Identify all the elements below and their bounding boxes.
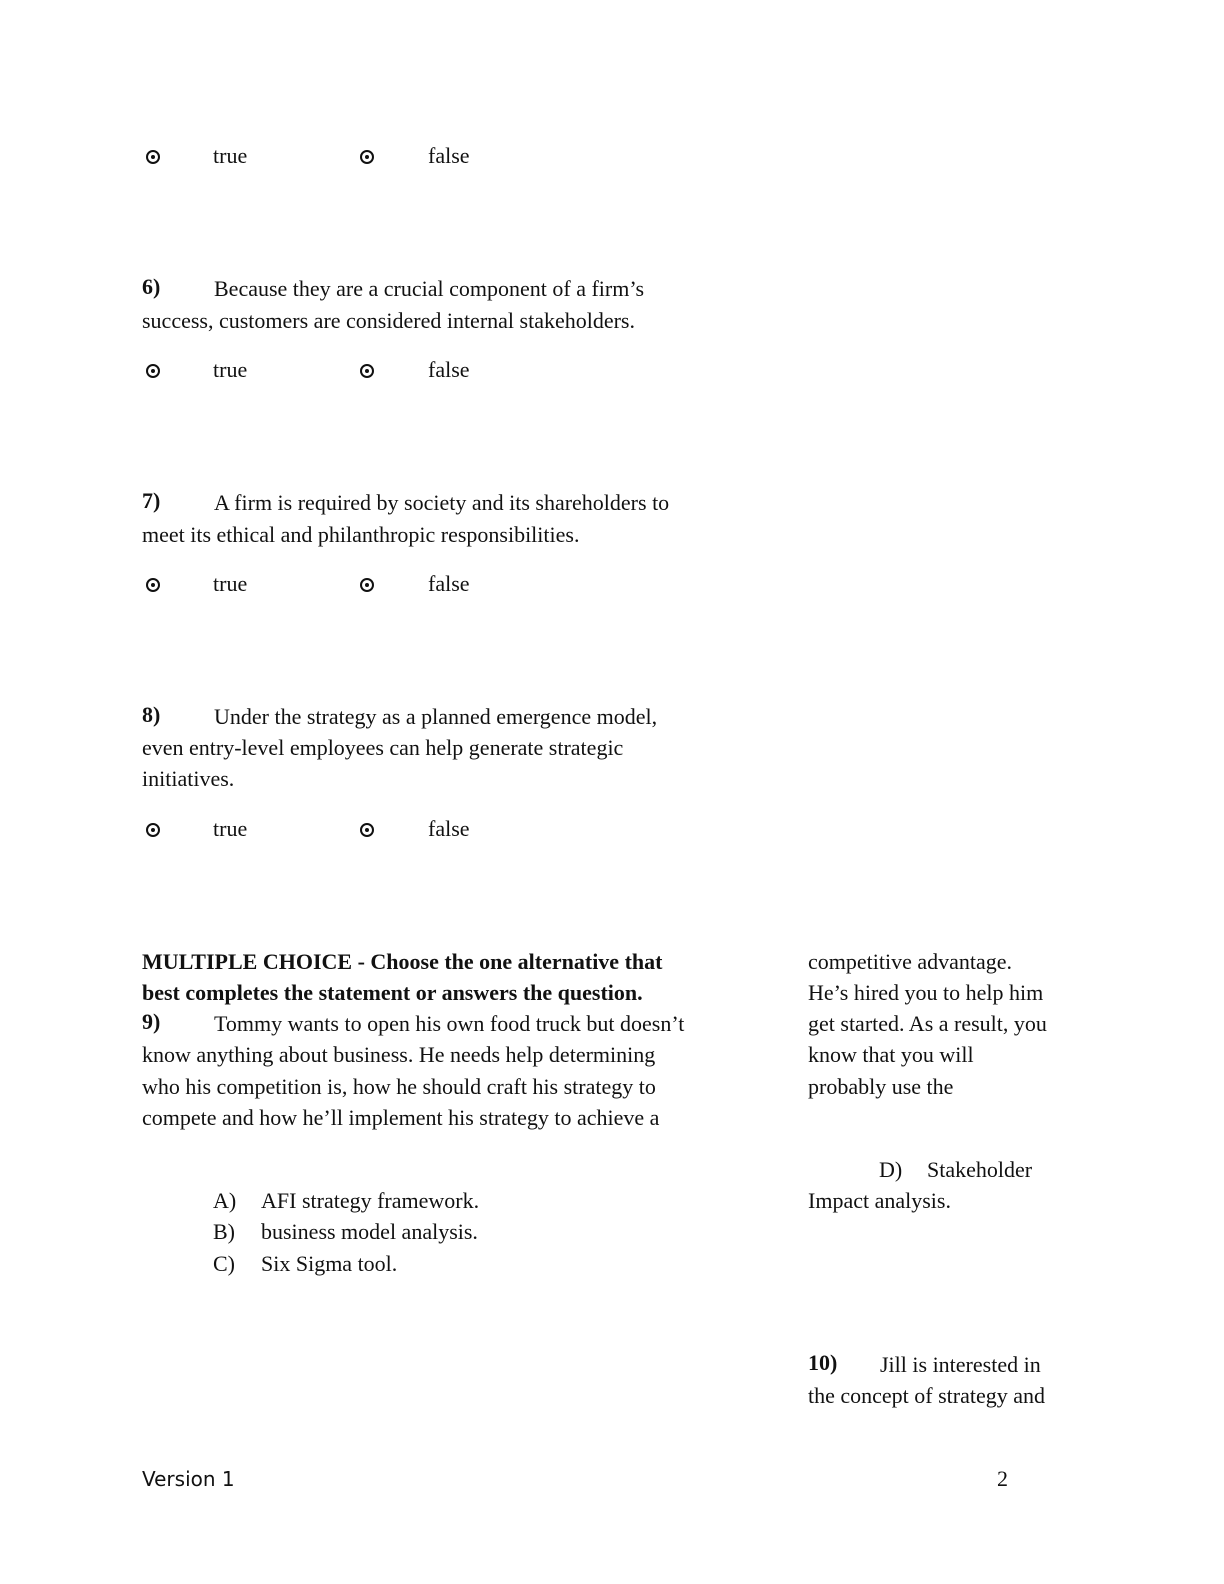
choice-text: Stakeholder — [927, 1157, 1033, 1182]
q7-true-radio[interactable] — [146, 578, 160, 592]
question-number: 6) — [142, 274, 161, 299]
footer-version: Version 1 — [142, 1467, 235, 1491]
q5-false-label: false — [428, 143, 470, 168]
question-number: 8) — [142, 702, 161, 727]
choice-text: AFI strategy framework. — [261, 1188, 480, 1213]
question-text-line: know anything about business. He needs help determining — [142, 1042, 656, 1067]
question-text-line: compete and how he’ll implement his strategy to achieve a — [142, 1105, 660, 1130]
q6-false-label: false — [428, 357, 470, 382]
question-text-line: competitive advantage. — [808, 949, 1013, 974]
question-number: 9) — [142, 1009, 161, 1034]
question-text-line: Because they are a crucial component of a firm’s — [214, 276, 645, 301]
choice-text: Impact analysis. — [808, 1188, 951, 1213]
question-number: 7) — [142, 488, 161, 513]
question-number: 10) — [808, 1350, 838, 1375]
question-text-line: get started. As a result, you — [808, 1011, 1047, 1036]
question-text-line: success, customers are considered internal stakeholders. — [142, 308, 635, 333]
section-heading: MULTIPLE CHOICE - Choose the one alternative that — [142, 949, 663, 974]
question-text-line: initiatives. — [142, 766, 235, 791]
question-text-line: the concept of strategy and — [808, 1383, 1046, 1408]
choice-letter: A) — [213, 1188, 237, 1213]
question-text-line: meet its ethical and philanthropic responsibilities. — [142, 522, 580, 547]
q5-true-radio[interactable] — [146, 150, 160, 164]
page-number: 2 — [997, 1466, 1008, 1491]
q8-true-radio[interactable] — [146, 823, 160, 837]
q7-true-label: true — [213, 571, 248, 596]
q8-false-label: false — [428, 816, 470, 841]
q5-true-label: true — [213, 143, 248, 168]
question-text-line: Under the strategy as a planned emergence model, — [214, 704, 658, 729]
choice-text: business model analysis. — [261, 1219, 478, 1244]
question-text-line: even entry-level employees can help generate strategic — [142, 735, 624, 760]
q6-true-label: true — [213, 357, 248, 382]
q6-false-radio[interactable] — [360, 364, 374, 378]
question-text-line: Jill is interested in — [880, 1352, 1041, 1377]
q8-true-label: true — [213, 816, 248, 841]
choice-letter: C) — [213, 1251, 235, 1276]
section-heading: best completes the statement or answers the question. — [142, 980, 643, 1005]
choice-letter: D) — [879, 1157, 903, 1182]
q6-true-radio[interactable] — [146, 364, 160, 378]
question-text-line: A firm is required by society and its shareholders to — [214, 490, 670, 515]
q5-false-radio[interactable] — [360, 150, 374, 164]
q7-false-label: false — [428, 571, 470, 596]
q7-false-radio[interactable] — [360, 578, 374, 592]
question-text-line: probably use the — [808, 1074, 954, 1099]
question-text-line: Tommy wants to open his own food truck but doesn’t — [214, 1011, 685, 1036]
question-text-line: who his competition is, how he should craft his strategy to — [142, 1074, 656, 1099]
choice-letter: B) — [213, 1219, 235, 1244]
question-text-line: know that you will — [808, 1042, 974, 1067]
question-text-line: He’s hired you to help him — [808, 980, 1044, 1005]
q8-false-radio[interactable] — [360, 823, 374, 837]
choice-text: Six Sigma tool. — [261, 1251, 398, 1276]
